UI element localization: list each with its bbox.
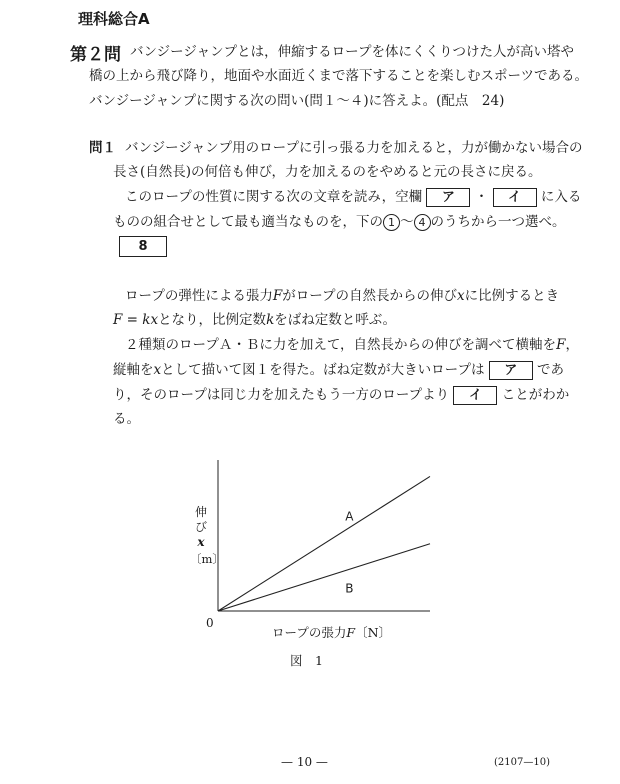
p2-text-4: として描いて図１を得た。ばね定数が大きいロープは [161, 362, 485, 378]
passage-p2-line-4: る。 [113, 411, 140, 427]
passage-p2-line-3 [113, 386, 569, 405]
p2-text-7: ことがわか [501, 387, 570, 403]
p2-text-6: り，そのロープは同じ力を加えたもう一方のロープより [113, 387, 450, 403]
x-label-unit: 〔N〕 [355, 625, 392, 640]
passage-blank-i-box: イ [453, 386, 497, 405]
intro-line-1: バンジージャンプとは，伸縮するロープを体にくくりつけた人が高い塔や [130, 44, 574, 60]
blank-a-box: ア [426, 188, 470, 207]
p1-var-x: x [457, 288, 465, 304]
p1-equation: F = kx [113, 312, 159, 328]
origin-label: 0 [206, 616, 214, 630]
answer-box [119, 236, 167, 257]
exam-code: (2107—10) [494, 757, 550, 768]
blank-separator: ・ [474, 189, 489, 205]
passage-p2-line-2 [113, 361, 564, 380]
answer-number: 8 [119, 236, 167, 257]
choice-range-tilde: ～ [400, 214, 414, 230]
p1-var-F: F [272, 288, 283, 304]
p1-text-1: ロープの弾性による張力 [125, 288, 273, 304]
passage-p1-line-1 [125, 287, 559, 305]
y-label-var-x: x [197, 535, 205, 549]
subject-header: 理科総合A [78, 10, 150, 28]
passage-blank-a-box: ア [489, 361, 533, 380]
blank-i-box: イ [493, 188, 537, 207]
series-label-b: B [345, 581, 354, 596]
q1-line-4-text: ものの組合せとして最も適当なものを，下の [113, 214, 383, 230]
figure-caption: 図 1 [290, 653, 323, 668]
y-axis-unit: 〔m〕 [190, 552, 224, 566]
q1-line-1: バンジージャンプ用のロープに引っ張る力を加えると，力が働かない場合の [125, 140, 583, 156]
q1-label: 問１ [89, 140, 116, 156]
q1-line-3-text: このロープの性質に関する次の文章を読み，空欄 [125, 189, 423, 205]
q1-line-4 [113, 213, 566, 231]
passage-p1-line-2 [113, 311, 396, 329]
intro-line-2: 橋の上から飛び降り，地面や水面近くまで落下することを楽しむスポーツである。 [89, 68, 588, 84]
series-line-b [218, 544, 430, 611]
p1-var-k: k [266, 312, 275, 328]
p2-var-F: F [556, 337, 566, 353]
q1-line-3-suffix: に入る [540, 189, 582, 205]
series-label-a: A [345, 509, 354, 524]
y-axis-label [193, 505, 209, 550]
question-number: 第２問 [70, 45, 121, 65]
passage-p2-line-1 [125, 336, 579, 354]
choice-first-icon: 1 [383, 214, 400, 231]
p1-text-2: がロープの自然長からの伸び [282, 288, 458, 304]
intro-line-3: バンジージャンプに関する次の問い(問１～４)に答えよ。(配点 24) [89, 93, 505, 109]
q1-line-2: 長さ(自然長)の何倍も伸び，力を加えるのをやめると元の長さに戻る。 [113, 164, 542, 180]
y-label-char-1: 伸 [194, 505, 207, 519]
p2-text-3: 縦軸を [113, 362, 154, 378]
x-label-var-F: F [346, 625, 356, 640]
x-axis-label [272, 623, 391, 641]
p2-var-x: x [153, 362, 162, 378]
p2-text-2: ， [565, 337, 579, 353]
series-line-a [218, 476, 430, 611]
p1-text-3: に比例するとき [464, 288, 560, 304]
q1-line-3 [125, 188, 581, 207]
page-number: — 10 — [281, 755, 328, 769]
p2-text-5: であ [537, 362, 565, 378]
choice-last-icon: 4 [414, 214, 431, 231]
figure-1-chart [180, 450, 460, 650]
x-label-text: ロープの張力 [272, 625, 347, 640]
p2-text-1: ２種類のロープＡ・Ｂに力を加えて，自然長からの伸びを調べて横軸を [125, 337, 557, 353]
q1-line-4-suffix: のうちから一つ選べ。 [430, 214, 566, 230]
p1-text-5: をばね定数と呼ぶ。 [274, 312, 397, 328]
p1-text-4: となり，比例定数 [158, 312, 267, 328]
y-label-char-2: び [194, 520, 207, 534]
